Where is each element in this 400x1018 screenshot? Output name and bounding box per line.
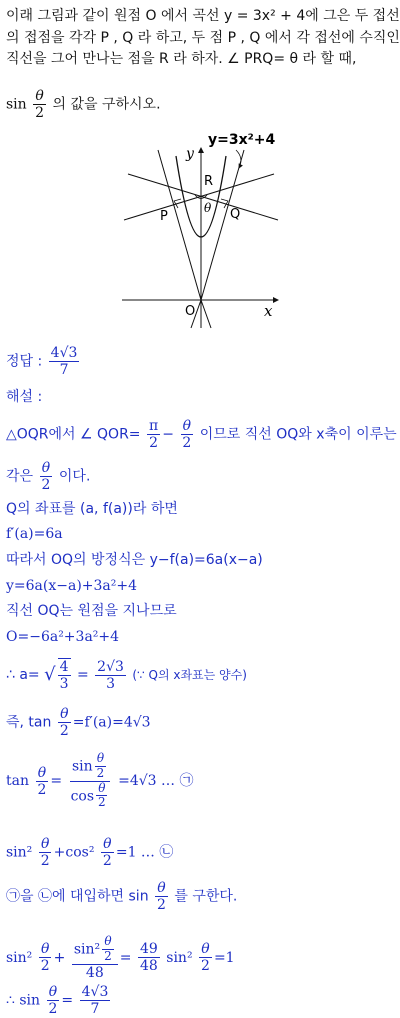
solution-line-9: ∴ a= √ $\frac{4}{3}$ = $\frac{2√3}{3}$ (∵ Q의 x좌표는 양수) [6, 658, 247, 693]
solution-line-8: O=−6a²+3a²+4 [6, 629, 120, 645]
solution-line-1: △OQR에서 ∠ QOR= $\frac{\pi}{2}$ − $\frac{\theta}{2}$ 이므로 직선 OQ와 x축이 이루는 [6, 418, 397, 452]
x-axis-label: x [264, 302, 273, 320]
y-axis-label: y [186, 146, 194, 162]
point-r-label: R [204, 174, 214, 189]
problem-line-3: 직선을 그어 만나는 점을 R 라 하자. ∠ PRQ= θ 라 할 때, [6, 51, 357, 68]
solution-line-15: ∴ sin $\frac{\theta}{2}$ = $\frac{4√3}{7}$ [6, 984, 109, 1018]
point-q-label: Q [230, 207, 241, 222]
solution-line-6: y=6a(x−a)+3a²+4 [6, 578, 138, 594]
point-p-label: P [160, 209, 168, 224]
solution-line-12: sin² $\frac{\theta}{2}$ +cos² $\frac{\theta}{2}$ =1 … ㉡ [6, 836, 174, 870]
solution-line-10: 즉, tan $\frac{\theta}{2}$ =f′(a)=4√3 [6, 706, 151, 740]
normal-line-p [124, 174, 274, 220]
problem-text [6, 6, 400, 71]
graph-figure [118, 128, 290, 333]
problem-line-1: 이래 그림과 같이 원점 O 에서 곡선 y = 3x² + 4에 그은 두 접선 [6, 8, 400, 24]
solution-label: 해설 : [6, 389, 43, 405]
answer-fraction: $\frac{4√3}{7}$ [50, 345, 78, 379]
fraction: $\frac{\theta}{2}$ [35, 88, 45, 122]
tangent-line-p [158, 150, 201, 300]
origin-label: O [185, 304, 196, 319]
tangent-line-q [201, 150, 244, 300]
solution-line-7: 직선 OQ는 원점을 지나므로 [6, 603, 177, 619]
solution-line-13: ㉠을 ㉡에 대입하면 sin $\frac{\theta}{2}$ 를 구한다. [6, 880, 238, 914]
solution-line-4: f′(a)=6a [6, 526, 63, 542]
solution-line-5: 따라서 OQ의 방정식은 y−f(a)=6a(x−a) [6, 552, 263, 568]
problem-line-4: sin $\frac{\theta}{2}$ 의 값을 구하시오. [6, 88, 161, 122]
solution-line-3: Q의 좌표를 (a, f(a))라 하면 [6, 501, 178, 517]
normal-line-q [128, 174, 278, 220]
solution-line-11: tan $\frac{\theta}{2}$ = sin $\frac{\theta}{2}$ cos $\frac{\theta}{2}$ =4√3 … ㉠ [6, 751, 194, 810]
mark-1: ㉠ [179, 773, 194, 790]
solution-line-14: sin² $\frac{\theta}{2}$ + sin² $\frac{\theta}{2}$ 48 = $\frac{49}{48}$ sin² $\frac{\theta}{2}$ =1 [6, 934, 235, 981]
solution-line-2: 각은 $\frac{\theta}{2}$ 이다. [6, 460, 91, 494]
curve-label: y=3x²+4 [208, 132, 276, 148]
angle-label: θ [204, 201, 212, 215]
problem-line-2: 의 접점을 각각 P , Q 라 하고, 두 점 P , Q 에서 각 접선에 수직인 [6, 29, 400, 46]
mark-2: ㉡ [159, 844, 174, 861]
answer-row: 정답 : $\frac{4√3}{7}$ [6, 345, 78, 379]
